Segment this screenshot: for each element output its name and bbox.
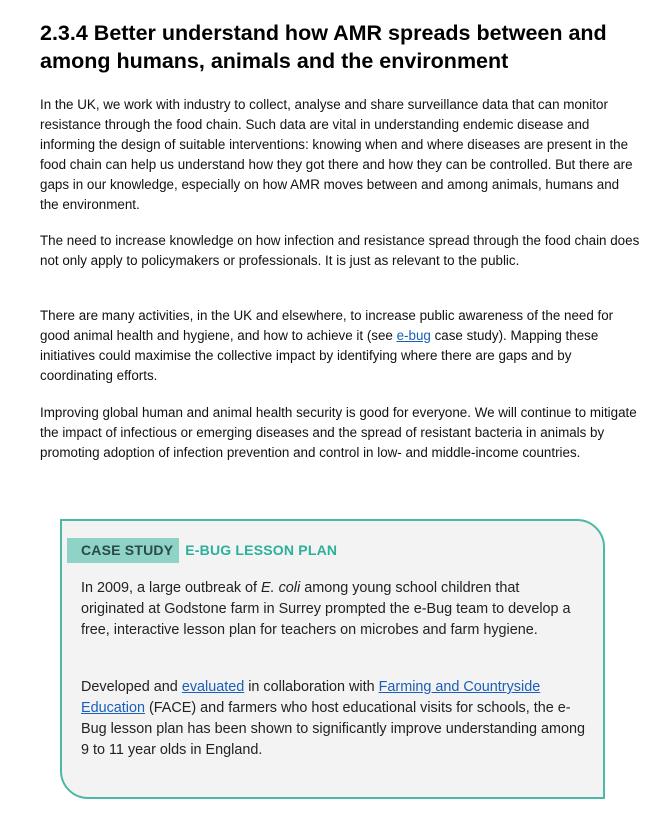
case-study-title: E-BUG LESSON PLAN [185,542,338,558]
case-study-paragraph-evaluation [81,677,586,761]
face-link[interactable]: Farming and Countryside Education [81,679,541,716]
paragraph-knowledge: The need to increase knowledge on how infection and resistance spread through the food chain does not only apply to policymakers or professionals. It is just as relevant to the public. [40,233,640,268]
paragraph-awareness [40,306,640,386]
case-study-paragraph-outbreak [81,578,586,641]
evaluated-link[interactable]: evaluated [181,679,245,695]
paragraph-awareness-text-end: case study). Mapping these initiatives could maximise the collective impact by identifying where there are gaps and by coordinating efforts. [40,328,599,383]
case-study-evaluation-text-end: (FACE) and farmers who host educational visits for schools, the e-Bug lesson plan has been shown to significantly improve understanding among 9 to 11 year olds in England. [81,700,585,758]
paragraph-global-health: Improving global human and animal health security is good for everyone. We will continue to mitigate the impact of infectious or emerging diseases and the spread of resistant bacteria in animals by promoting adoption of infection prevention and control in low- and middle-income countries. [40,405,637,460]
paragraph-surveillance: In the UK, we work with industry to collect, analyse and share surveillance data that can monitor resistance through the food chain. Such data are vital in understanding endemic disease and informing the design of suitable interventions: knowing when and where diseases are present in the food chain can help us understand how they got there and how they can be controlled. But there are gaps in our knowledge, especially on how AMR moves between and among animals, humans and the environment. [40,97,633,212]
paragraph-awareness-text-start: There are many activities, in the UK and elsewhere, to increase public awareness of the need for good animal health and hygiene, and how to achieve it (see [40,308,614,343]
case-study-header [67,538,337,563]
case-study-outbreak-text-start: In 2009, a large outbreak of [81,580,262,596]
case-study-evaluation-text-start: Developed and [81,679,182,695]
case-study-outbreak-text-end: among young school children that originated at Godstone farm in Surrey prompted the e-Bug team to develop a free, interactive lesson plan for teachers on microbes and farm hygiene. [81,580,571,638]
section-heading: 2.3.4 Better understand how AMR spreads between and among humans, animals and the environment [40,21,607,73]
case-study-evaluation-text-middle: in collaboration with [244,679,379,695]
case-study-tag: CASE STUDY [67,538,179,563]
e-coli-term: E. coli [261,580,301,596]
e-bug-link[interactable]: e-bug [396,328,431,343]
case-study-box [60,519,605,799]
